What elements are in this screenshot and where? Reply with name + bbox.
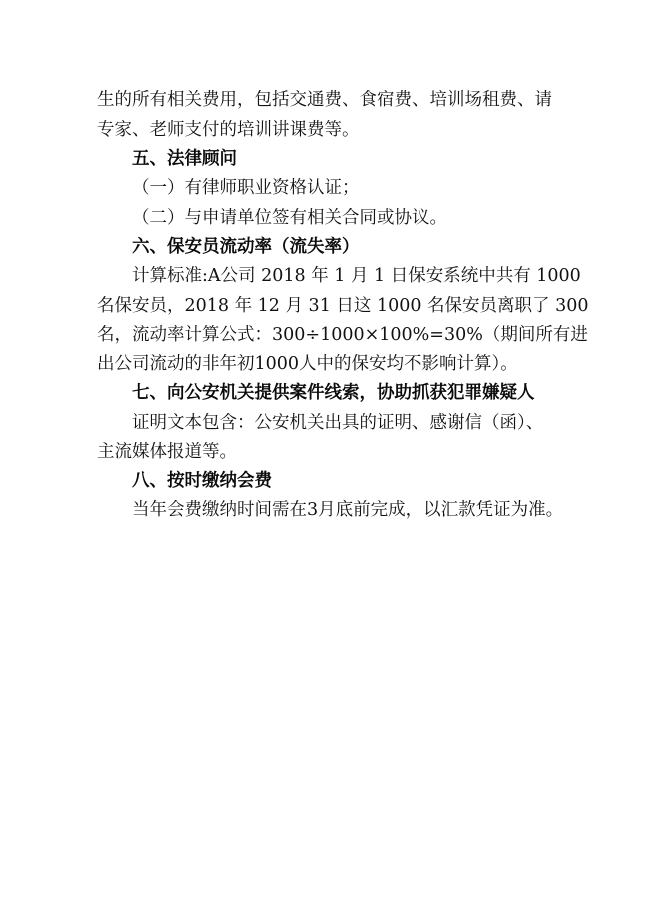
section-heading-membership-fee: 八、按时缴纳会费 — [132, 471, 272, 491]
body-text-line: 生的所有相关费用，包括交通费、食宿费、培训场租费、请 — [97, 90, 552, 110]
body-text-line: 出公司流动的非年初1000人中的保安均不影响计算）。 — [97, 354, 518, 374]
section-heading-turnover-rate: 六、保安员流动率（流失率） — [132, 237, 360, 257]
body-text-line: 名保安员，2018 年 12 月 31 日这 1000 名保安员离职了 300 — [97, 296, 589, 316]
body-text-line: 证明文本包含：公安机关出具的证明、感谢信（函）、 — [132, 413, 544, 433]
body-text-line: 主流媒体报道等。 — [97, 442, 237, 462]
body-text-line: 当年会费缴纳时间需在3月底前完成，以汇款凭证为准。 — [132, 500, 564, 520]
body-text-line: （一）有律师职业资格认证； — [132, 178, 360, 198]
body-text-line: 计算标准:A公司 2018 年 1 月 1 日保安系统中共有 1000 — [132, 266, 581, 286]
section-heading-case-clues: 七、向公安机关提供案件线索，协助抓获犯罪嫌疑人 — [132, 383, 535, 403]
body-text-line: 名，流动率计算公式：300÷1000×100%=30%（期间所有进 — [97, 325, 588, 345]
body-text-line: 专家、老师支付的培训讲课费等。 — [97, 120, 360, 140]
section-heading-legal-advisor: 五、法律顾问 — [132, 149, 237, 169]
body-text-line: （二）与申请单位签有相关合同或协议。 — [132, 208, 447, 228]
